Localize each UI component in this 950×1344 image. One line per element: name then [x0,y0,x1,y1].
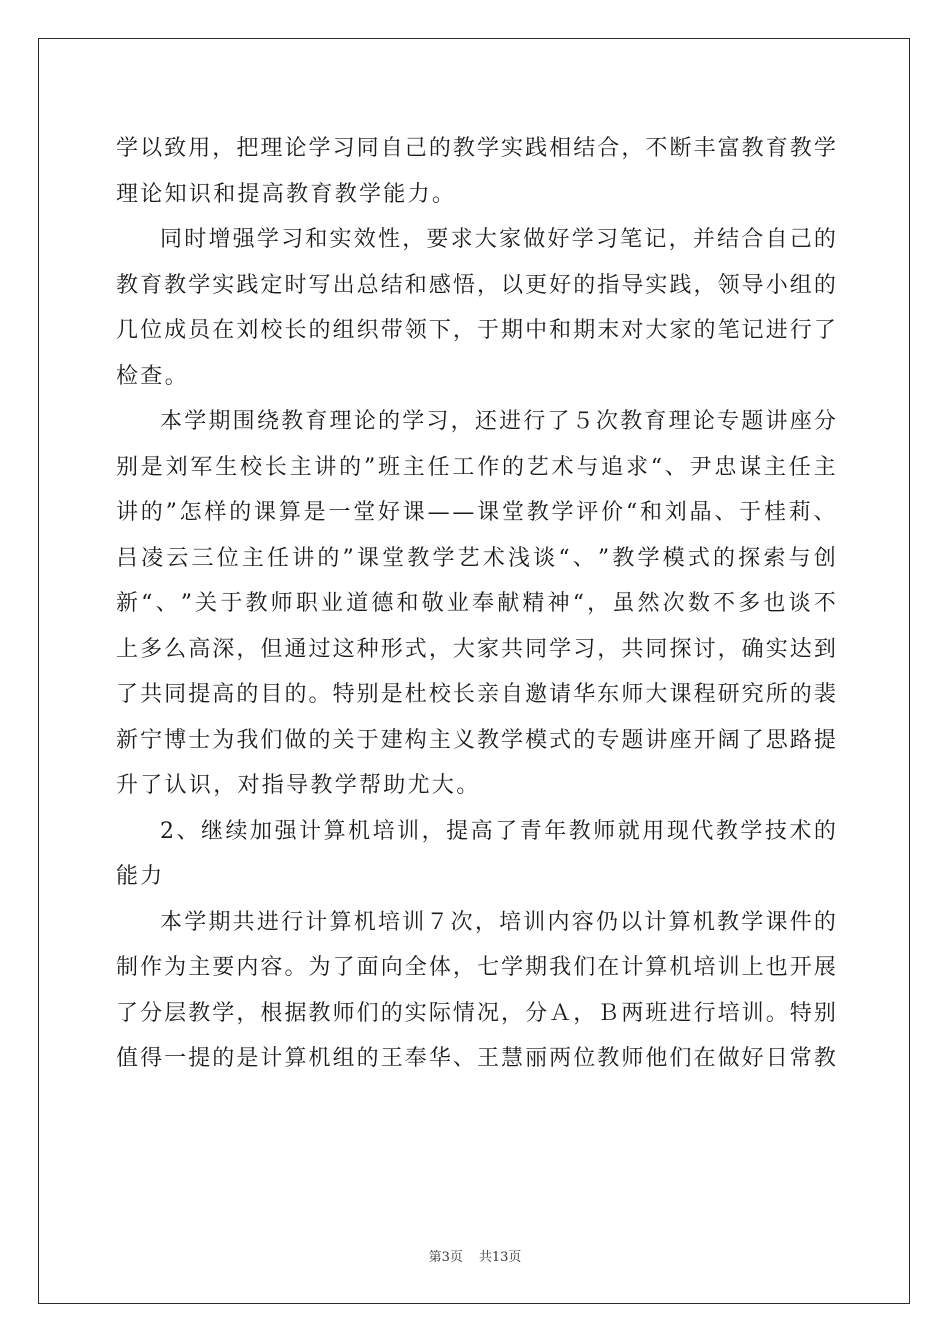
text-line: 同 时 增 强 学 习 和 实 效 性 ， 要 求 大 家 做 好 学 习 笔 记 ， 并 结 合 自 己 的 [160,227,836,252]
text-line: 检查。 [116,363,189,389]
text-line: 了 共 同 提 高 的 目 的 。 特 别 是 杜 校 长 亲 自 邀 请 华 东 师 大 课 程 研 究 所 的 裴 [116,682,836,707]
page-footer [0,1246,950,1265]
text-line: 2 、 继 续 加 强 计 算 机 培 训 ， 提 高 了 青 年 教 师 就 用 现 代 教 学 技 术 的 [160,818,836,844]
text-line: 新 “ 、 ” 关 于 教 师 职 业 道 德 和 敬 业 奉 献 精 神 “ ， 虽 然 次 数 不 多 也 谈 不 [116,591,836,616]
text-line: 别 是 刘 军 生 校 长 主 讲 的 ” 班 主 任 工 作 的 艺 术 与 追 求 “ 、 尹 忠 谋 主 任 主 [116,454,836,480]
text-line: 升了认识，对指导教学帮助尤大。 [116,773,481,798]
document-body [116,126,836,1082]
text-line: 上 多 么 高 深 ， 但 通 过 这 种 形 式 ， 大 家 共 同 学 习 ， 共 同 探 讨 ， 确 实 达 到 [116,636,836,662]
text-line: 能力 [116,864,165,889]
text-line: 讲 的 ” 怎 样 的 课 算 是 一 堂 好 课 — — 课 堂 教 学 评 价 “ 和 刘 晶 、 于 桂 莉 、 [116,500,836,525]
text-line: 理论知识和提高教育教学能力。 [116,181,457,207]
current-page-number: 第3页 [428,1250,463,1265]
total-page-count: 共13页 [478,1250,522,1265]
text-line: 教 育 教 学 实 践 定 时 写 出 总 结 和 感 悟 ， 以 更 好 的 指 导 实 践 ， 领 导 小 组 的 [116,272,836,298]
text-line: 值 得 一 提 的 是 计 算 机 组 的 王 奉 华 、 王 慧 丽 两 位 教 师 他 们 在 做 好 日 常 教 [116,1046,836,1071]
text-line: 本 学 期 共 进 行 计 算 机 培 训 ７ 次 ， 培 训 内 容 仍 以 计 算 机 教 学 课 件 的 [160,909,836,935]
text-line: 几 位 成 员 在 刘 校 长 的 组 织 带 领 下 ， 于 期 中 和 期 末 对 大 家 的 笔 记 进 行 了 [116,318,836,343]
text-line: 了 分 层 教 学 ， 根 据 教 师 们 的 实 际 情 况 ， 分 Ａ ， Ｂ 两 班 进 行 培 训 。 特 别 [116,1000,836,1026]
text-line: 本 学 期 围 绕 教 育 理 论 的 学 习 ， 还 进 行 了 ５ 次 教 育 理 论 专 题 讲 座 分 [160,409,836,434]
text-line: 学 以 致 用 ， 把 理 论 学 习 同 自 己 的 教 学 实 践 相 结 合 ， 不 断 丰 富 教 育 教 学 [116,136,836,161]
text-line: 吕 凌 云 三 位 主 任 讲 的 ” 课 堂 教 学 艺 术 浅 谈 “ 、 ” 教 学 模 式 的 探 索 与 创 [116,545,836,571]
text-line: 制 作 为 主 要 内 容 。 为 了 面 向 全 体 ， 七 学 期 我 们 在 计 算 机 培 训 上 也 开 展 [116,955,836,980]
text-line: 新 宁 博 士 为 我 们 做 的 关 于 建 构 主 义 教 学 模 式 的 专 题 讲 座 开 阔 了 思 路 提 [116,727,836,753]
